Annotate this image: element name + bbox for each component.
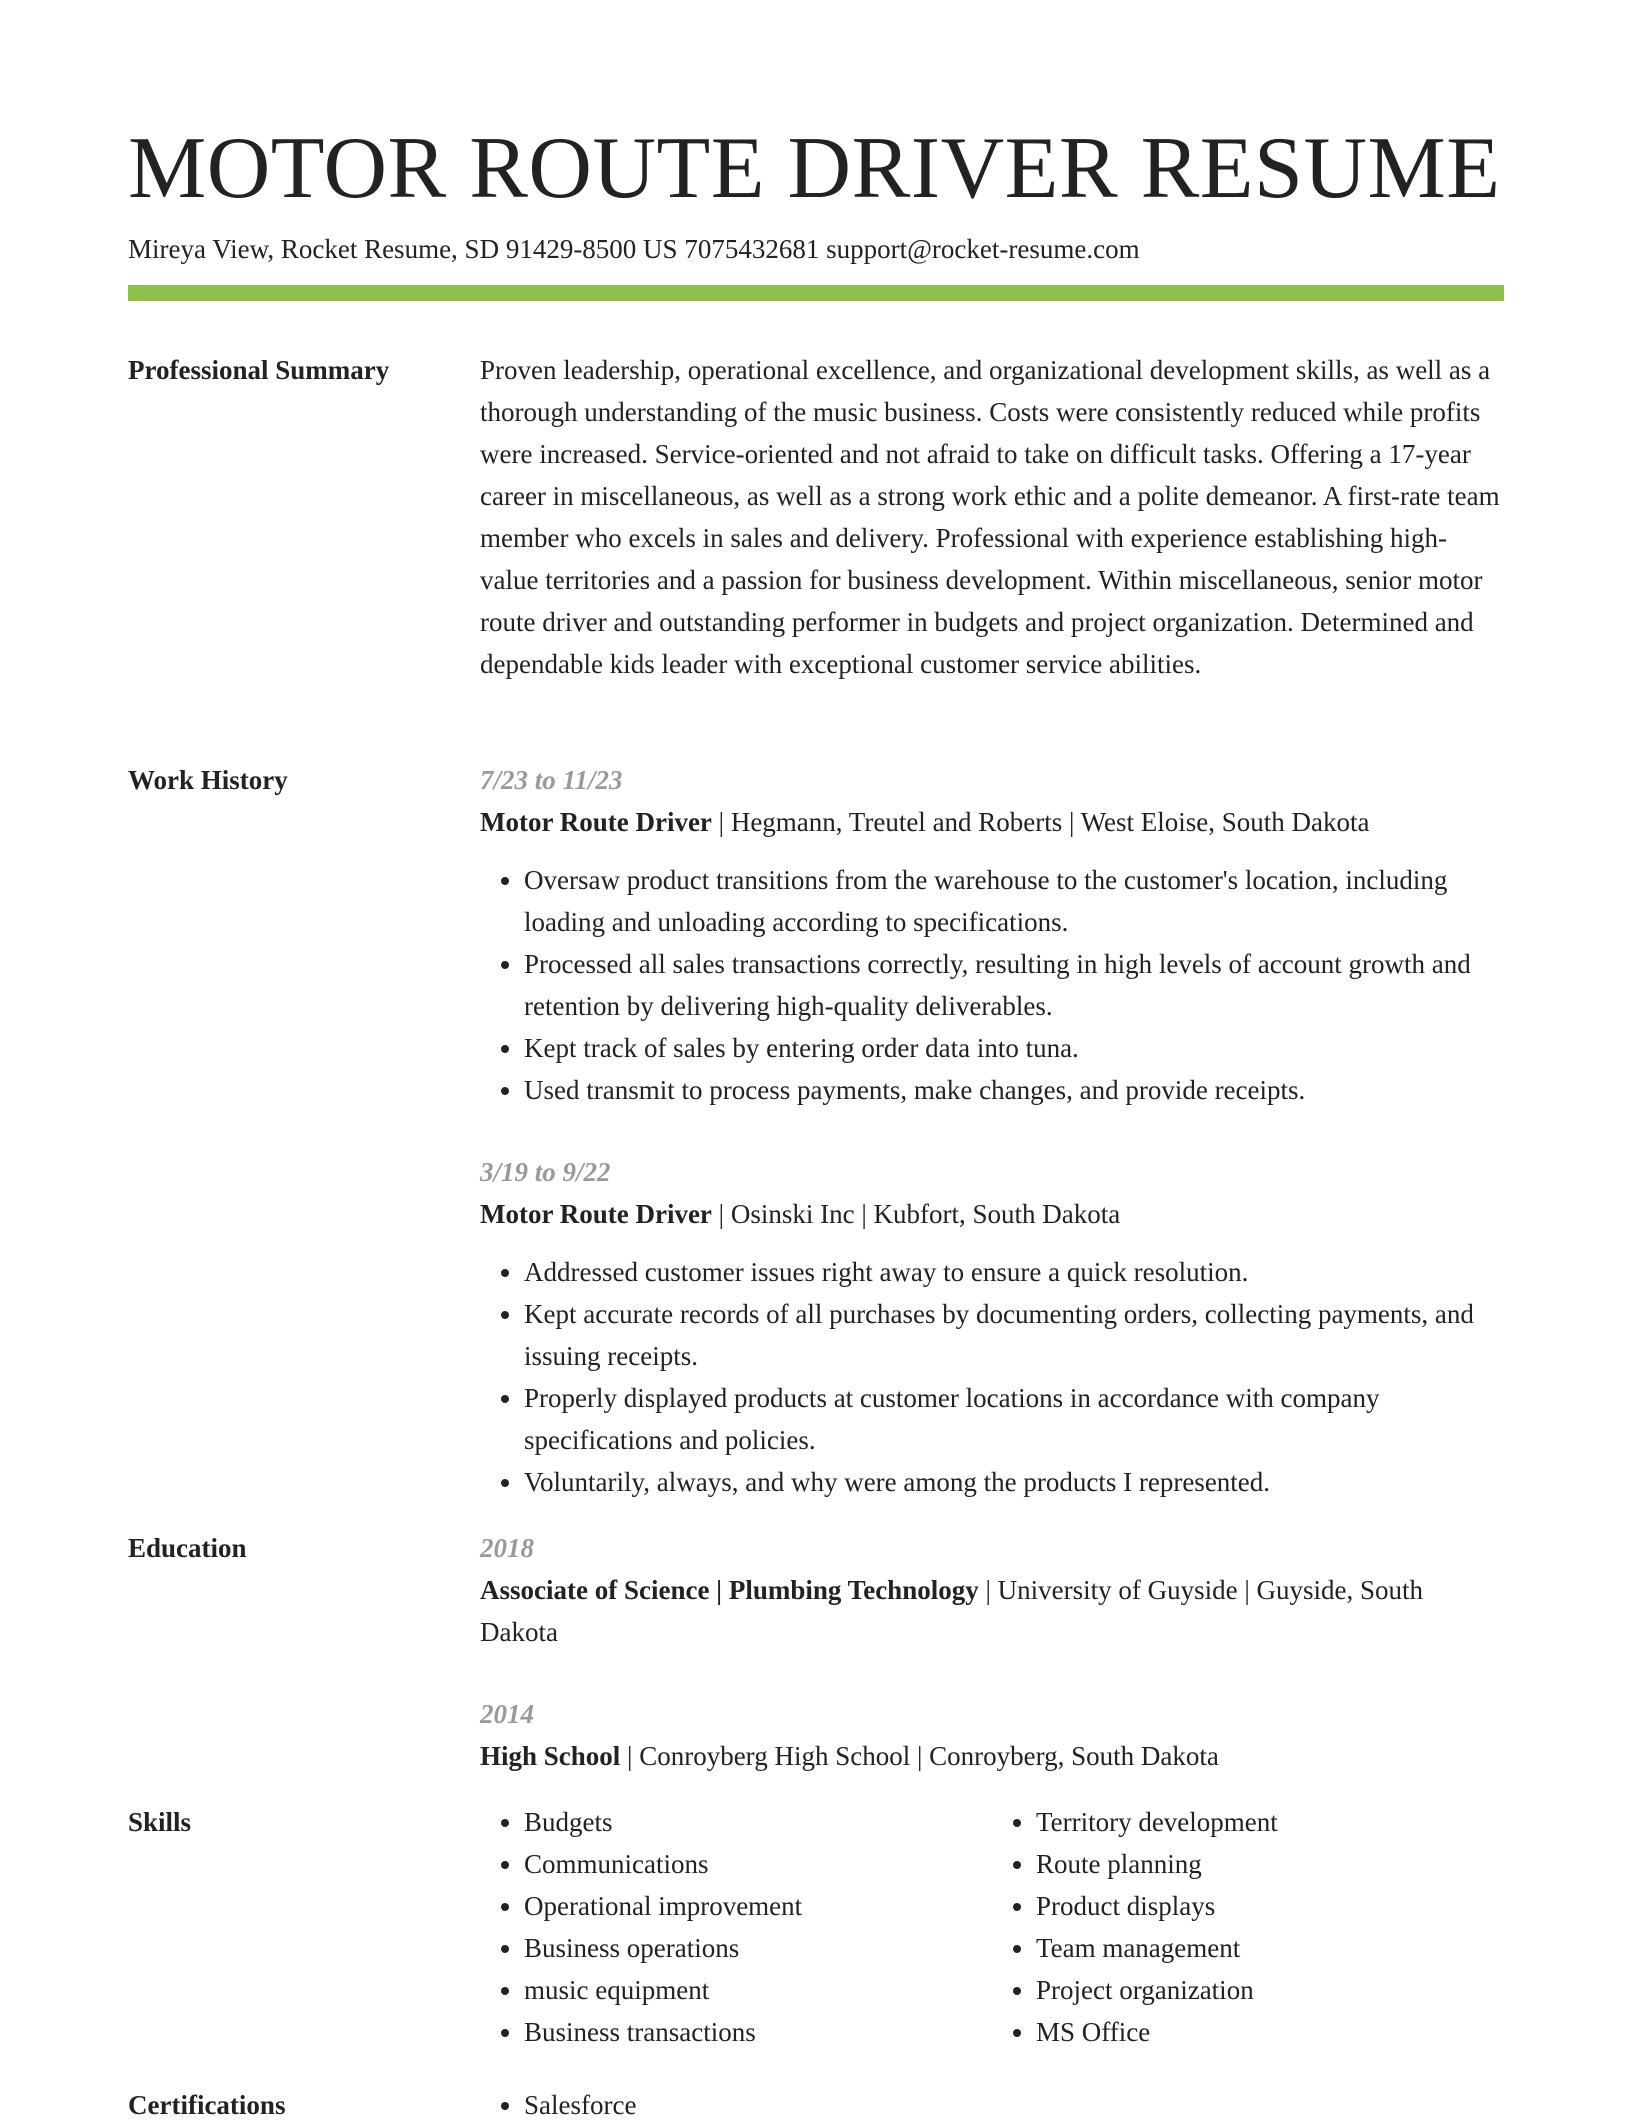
list-item: • MS Office [1036, 2011, 1504, 2053]
list-item: • Operational improvement [524, 1885, 992, 1927]
list-item: • Voluntarily, always, and why were among the products I represented. [524, 1461, 1504, 1503]
certifications-list [480, 2084, 1504, 2126]
skills-columns [480, 1801, 1504, 2053]
section-label-education: Education [128, 1533, 247, 1563]
resume-title: MOTOR ROUTE DRIVER RESUME [128, 120, 1501, 217]
header-divider [128, 285, 1504, 301]
education-date: 2014 [480, 1699, 534, 1729]
education-details: | University of Guyside | Guyside, South Dakota [480, 1575, 1424, 1647]
list-item: • Budgets [524, 1801, 992, 1843]
education-entry [480, 1527, 1504, 1653]
summary-text: Proven leadership, operational excellence, and organizational development skills, as well as a thorough understanding of the music business. Costs were consistently reduced while profits were increased. Service-oriented and not afraid to take on difficult tasks. Offering a 17-year career in miscellaneous, as well as a strong work ethic and a polite demeanor. A first-rate team member who excels in sales and delivery. Professional with experience establishing high-value territories and a passion for business development. Within miscellaneous, senior motor route driver and outstanding performer in budgets and project organization. Determined and dependable kids leader with exceptional customer service abilities. [480, 355, 1500, 679]
section-label-summary: Professional Summary [128, 355, 390, 385]
job-entry [480, 1151, 1504, 1503]
education-heading [480, 1569, 1504, 1653]
list-item: • Properly displayed products at customer locations in accordance with company specifications and policies. [524, 1377, 1504, 1461]
job-title: Motor Route Driver [480, 807, 712, 837]
list-item: • Product displays [1036, 1885, 1504, 1927]
list-item: • Route planning [1036, 1843, 1504, 1885]
job-date: 3/19 to 9/22 [480, 1157, 611, 1187]
education-degree: High School [480, 1741, 621, 1771]
job-details: | Osinski Inc | Kubfort, South Dakota [711, 1199, 1121, 1229]
list-item: • Team management [1036, 1927, 1504, 1969]
skills-list-right [992, 1801, 1504, 2053]
list-item: • Oversaw product transitions from the warehouse to the customer's location, including loading and unloading according to specifications. [524, 859, 1504, 943]
education-details: | Conroyberg High School | Conroyberg, South Dakota [620, 1741, 1219, 1771]
skills-section [128, 1801, 1504, 2053]
section-label-certifications: Certifications [128, 2090, 286, 2120]
job-date: 7/23 to 11/23 [480, 765, 623, 795]
education-heading [480, 1735, 1504, 1777]
list-item: • Business transactions [524, 2011, 992, 2053]
job-heading [480, 1193, 1504, 1235]
list-item: • Addressed customer issues right away to ensure a quick resolution. [524, 1251, 1504, 1293]
skills-list-left [480, 1801, 992, 2053]
education-entry [480, 1693, 1504, 1777]
work-history-section [128, 759, 1504, 1503]
section-label-work-history: Work History [128, 765, 288, 795]
job-entry [480, 759, 1504, 1111]
list-item: • Used transmit to process payments, make changes, and provide receipts. [524, 1069, 1504, 1111]
education-section [128, 1527, 1504, 1777]
education-date: 2018 [480, 1533, 534, 1563]
contact-line: Mireya View, Rocket Resume, SD 91429-8500 US 7075432681 support@rocket-resume.com [128, 234, 1140, 264]
job-bullets [480, 859, 1504, 1111]
list-item: • Communications [524, 1843, 992, 1885]
list-item: • music equipment [524, 1969, 992, 2011]
job-title: Motor Route Driver [480, 1199, 712, 1229]
summary-section [128, 349, 1504, 685]
job-bullets [480, 1251, 1504, 1503]
list-item: • Salesforce [524, 2084, 1504, 2126]
list-item: • Processed all sales transactions correctly, resulting in high levels of account growth and retention by delivering high-quality deliverables. [524, 943, 1504, 1027]
education-degree: Associate of Science | Plumbing Technology [480, 1575, 979, 1605]
list-item: • Business operations [524, 1927, 992, 1969]
list-item: • Project organization [1036, 1969, 1504, 2011]
list-item: • Kept track of sales by entering order data into tuna. [524, 1027, 1504, 1069]
list-item: • Territory development [1036, 1801, 1504, 1843]
job-heading [480, 801, 1504, 843]
job-details: | Hegmann, Treutel and Roberts | West Eloise, South Dakota [711, 807, 1370, 837]
section-label-skills: Skills [128, 1807, 192, 1837]
certifications-section [128, 2084, 1504, 2126]
list-item: • Kept accurate records of all purchases by documenting orders, collecting payments, and issuing receipts. [524, 1293, 1504, 1377]
